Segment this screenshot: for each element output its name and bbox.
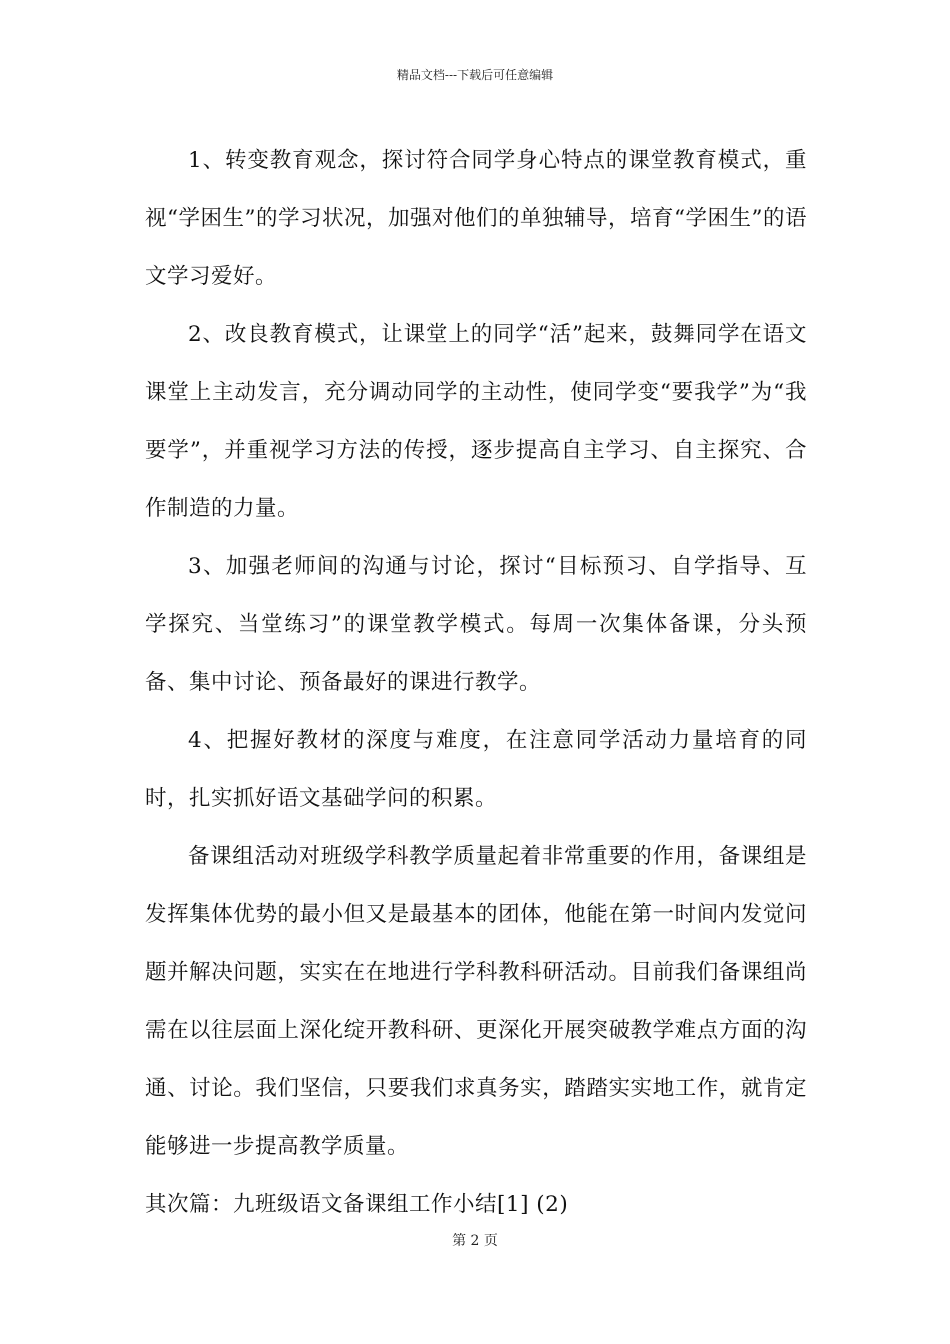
- paragraph-2: 2、改良教育模式，让课堂上的同学“活”起来，鼓舞同学在语文课堂上主动发言，充分调动同学的主动性，使同学变“要我学”为“我要学”，并重视学习方法的传授，逐步提高自主学习、自主探究、合作制造的力量。: [145, 322, 807, 521]
- paragraph-3: 3、加强老师间的沟通与讨论，探讨“目标预习、自学指导、互学探究、当堂练习”的课堂教学模式。每周一次集体备课，分头预备、集中讨论、预备最好的课进行教学。: [145, 554, 807, 695]
- paragraph-5: 备课组活动对班级学科教学质量起着非常重要的作用，备课组是发挥集体优势的最小但又是最基本的团体，他能在第一时间内发觉问题并解决问题，实实在在地进行学科教科研活动。目前我们备课组尚需在以往层面上深化绽开教科研、更深化开展突破教学难点方面的沟通、讨论。我们坚信，只要我们求真务实，踏踏实实地工作，就肯定能够进一步提高教学质量。: [145, 844, 807, 1159]
- section-heading: 其次篇：九班级语文备课组工作小结[1] (2): [145, 1192, 569, 1217]
- paragraph-1: 1、转变教育观念，探讨符合同学身心特点的课堂教育模式，重视“学困生”的学习状况，加强对他们的单独辅导，培育“学困生”的语文学习爱好。: [145, 148, 807, 289]
- document-body: [145, 132, 807, 1234]
- page-number: 第 2 页: [452, 1233, 498, 1249]
- page-header: 精品文档---下载后可任意编辑: [396, 68, 554, 82]
- paragraph-4: 4、把握好教材的深度与难度，在注意同学活动力量培育的同时，扎实抓好语文基础学问的积累。: [145, 728, 807, 811]
